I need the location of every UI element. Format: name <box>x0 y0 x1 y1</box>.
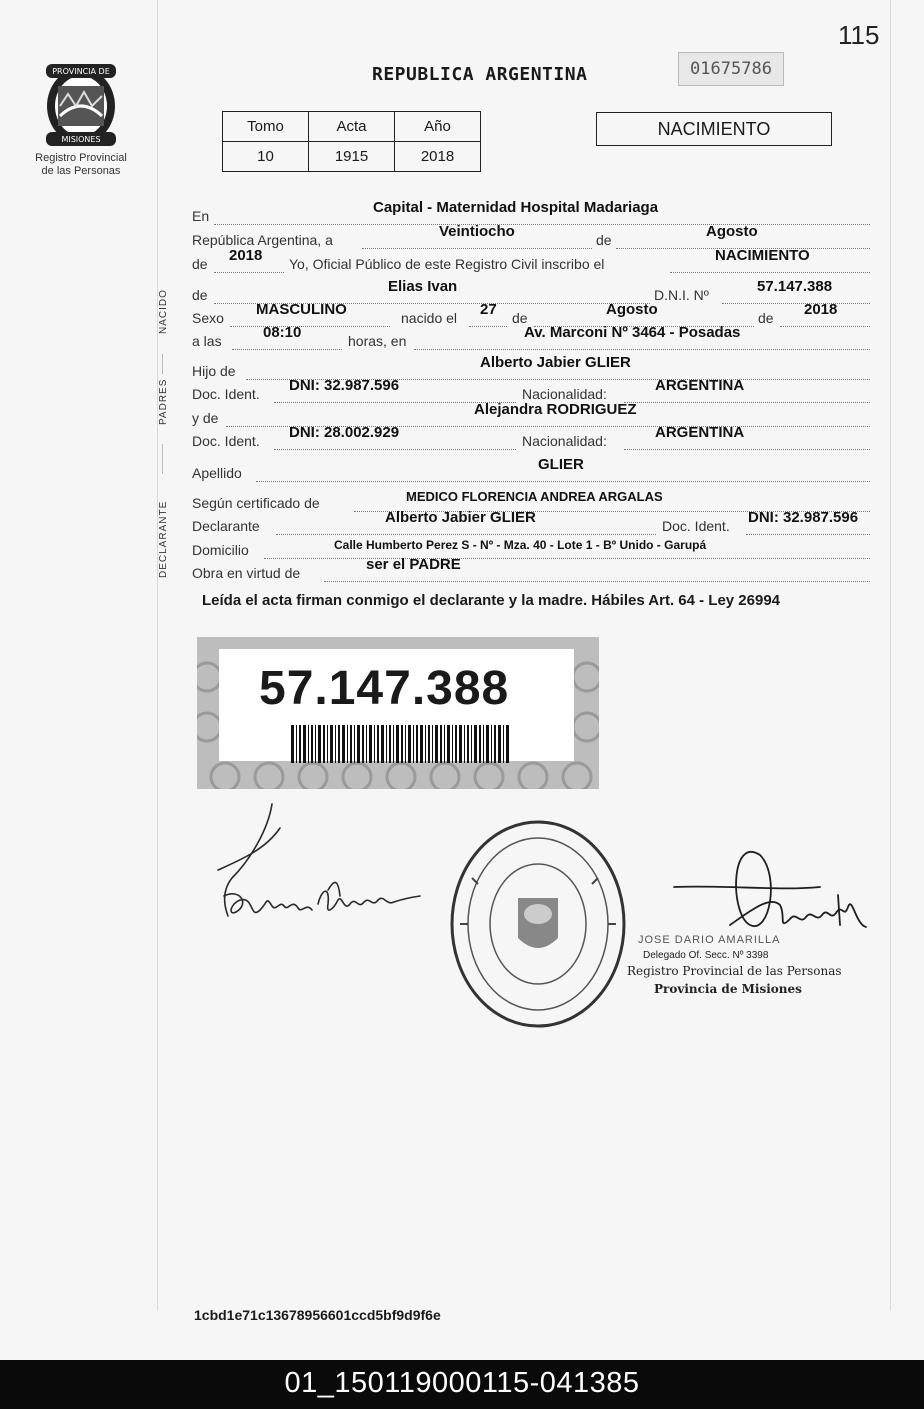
page-edge-left <box>157 0 158 1310</box>
value-declarante-dni: DNI: 32.987.596 <box>748 509 859 526</box>
dni-sticker-inner <box>219 649 574 761</box>
act-type-box: NACIMIENTO <box>596 112 832 146</box>
label-doc-ident: Doc. Ident. <box>192 386 260 402</box>
dni-sticker <box>197 637 599 789</box>
label-horas-en: horas, en <box>348 333 407 349</box>
stamp-official-name: JOSE DARIO AMARILLA <box>638 934 781 946</box>
footer-id: 01_150119000115-041385 <box>284 1367 640 1399</box>
table-header: Año <box>395 112 481 142</box>
label-en: En <box>192 208 210 224</box>
registro-caption <box>18 152 144 178</box>
value-apellido: GLIER <box>538 456 584 473</box>
label-y-de: y de <box>192 410 219 426</box>
value-obra: ser el PADRE <box>366 556 461 573</box>
label-segun: Según certificado de <box>192 495 320 511</box>
dotted-line <box>722 302 870 304</box>
document-title: REPUBLICA ARGENTINA <box>372 64 588 85</box>
value-domicilio: Calle Humberto Perez S - Nº - Mza. 40 - Lote 1 - Bº Unido - Garupá <box>334 538 707 552</box>
table-header: Acta <box>309 112 395 142</box>
logo-top-text: PROVINCIA DE <box>52 67 110 76</box>
label-de: de <box>758 310 774 326</box>
dni-sticker-number: 57.147.388 <box>259 662 510 715</box>
value-padre-dni: DNI: 32.987.596 <box>289 377 400 394</box>
dotted-line <box>324 580 870 582</box>
value-mes-nac: Agosto <box>606 301 658 318</box>
value-sexo: MASCULINO <box>256 301 347 318</box>
label-de: de <box>596 232 612 248</box>
value-nombre: Elias Ivan <box>388 278 458 295</box>
label-de: de <box>512 310 528 326</box>
mother-signature <box>210 800 440 930</box>
dotted-line <box>276 533 656 535</box>
label-doc-ident: Doc. Ident. <box>662 518 730 534</box>
registro-line-2: de las Personas <box>41 165 121 177</box>
label-sexo: Sexo <box>192 310 224 326</box>
stamp-province: Provincia de Misiones <box>654 982 802 996</box>
value-madre: Alejandra RODRIGUEZ <box>474 401 637 418</box>
table-cell: 2018 <box>395 142 481 172</box>
dotted-line <box>214 271 284 273</box>
value-dia-letras: Veintiocho <box>439 223 515 240</box>
dotted-line <box>264 557 870 559</box>
value-certificado: MEDICO FLORENCIA ANDREA ARGALAS <box>406 489 663 504</box>
dotted-line <box>214 223 870 225</box>
dotted-line <box>414 348 870 350</box>
official-stamp-icon <box>448 818 628 1030</box>
label-domicilio: Domicilio <box>192 542 249 558</box>
value-padre: Alberto Jabier GLIER <box>480 354 631 371</box>
label-a-las: a las <box>192 333 222 349</box>
value-mes: Agosto <box>706 223 758 240</box>
value-anio-nac: 2018 <box>804 301 838 318</box>
label-yo: Yo, Oficial Público de este Registro Civil inscribo el <box>289 256 605 272</box>
table-cell: 10 <box>223 142 309 172</box>
official-signature <box>670 815 870 945</box>
side-label-declarante: DECLARANTE <box>158 500 169 578</box>
value-madre-dni: DNI: 28.002.929 <box>289 424 400 441</box>
value-acto: NACIMIENTO <box>715 247 810 264</box>
divider <box>162 444 163 474</box>
table-cell: 1915 <box>309 142 395 172</box>
document-hash: 1cbd1e71c13678956601ccd5bf9d9f6e <box>194 1307 441 1323</box>
value-declarante: Alberto Jabier GLIER <box>385 509 536 526</box>
label-nacionalidad: Nacionalidad: <box>522 386 607 402</box>
dotted-line <box>256 480 870 482</box>
row-domicilio <box>192 538 872 564</box>
row-apellido <box>192 456 872 487</box>
label-de: de <box>192 287 208 303</box>
divider <box>162 354 163 374</box>
label-nacido-el: nacido el <box>401 310 458 326</box>
label-obra: Obra en virtud de <box>192 565 301 581</box>
label-nacionalidad: Nacionalidad: <box>522 433 607 449</box>
side-label-padres: PADRES <box>158 378 169 425</box>
registro-line-1: Registro Provincial <box>35 152 127 164</box>
row-madre-doc <box>192 424 872 455</box>
row-obra <box>192 556 872 587</box>
row-declarante <box>192 509 872 540</box>
value-dia-nac: 27 <box>480 301 497 318</box>
tomo-acta-table <box>222 111 481 172</box>
row-anio <box>192 247 872 278</box>
value-hora: 08:10 <box>263 324 302 341</box>
value-padre-nac: ARGENTINA <box>655 377 745 394</box>
value-dni: 57.147.388 <box>757 278 833 295</box>
dotted-line <box>232 348 342 350</box>
misiones-coat-of-arms-icon <box>38 56 124 150</box>
stamp-official-role: Delegado Of. Secc. Nº 3398 <box>643 950 769 961</box>
label-apellido: Apellido <box>192 465 242 481</box>
dotted-line <box>362 247 592 249</box>
dotted-line <box>230 325 390 327</box>
side-label-nacido: NACIDO <box>158 289 169 334</box>
logo-bottom-text: MISIONES <box>61 135 101 144</box>
serial-number: 01675786 <box>678 52 784 86</box>
barcode-icon <box>291 725 509 763</box>
dotted-line <box>274 448 516 450</box>
dotted-line <box>624 448 870 450</box>
value-madre-nac: ARGENTINA <box>655 424 745 441</box>
dotted-line <box>746 533 870 535</box>
dotted-line <box>670 271 870 273</box>
label-declarante: Declarante <box>192 518 260 534</box>
dotted-line <box>780 325 870 327</box>
dotted-line <box>469 325 507 327</box>
label-republica: República Argentina, a <box>192 232 333 248</box>
table-header: Tomo <box>223 112 309 142</box>
footer-id-bar <box>0 1360 924 1409</box>
label-doc-ident: Doc. Ident. <box>192 433 260 449</box>
dotted-line <box>624 401 870 403</box>
row-en <box>192 199 872 230</box>
value-anio: 2018 <box>229 247 263 264</box>
label-dni: D.N.I. Nº <box>654 287 709 303</box>
page-number: 115 <box>838 20 880 50</box>
footnote-text: Leída el acta firman conmigo el declarante y la madre. Hábiles Art. 64 - Ley 26994 <box>202 592 781 609</box>
value-lugar-nac: Av. Marconi Nº 3464 - Posadas <box>524 324 741 341</box>
label-de: de <box>192 256 208 272</box>
row-hora <box>192 324 872 355</box>
value-lugar: Capital - Maternidad Hospital Madariaga <box>373 199 659 216</box>
stamp-registry: Registro Provincial de las Personas <box>627 964 842 978</box>
page-edge-right <box>890 0 891 1310</box>
label-hijo-de: Hijo de <box>192 363 236 379</box>
